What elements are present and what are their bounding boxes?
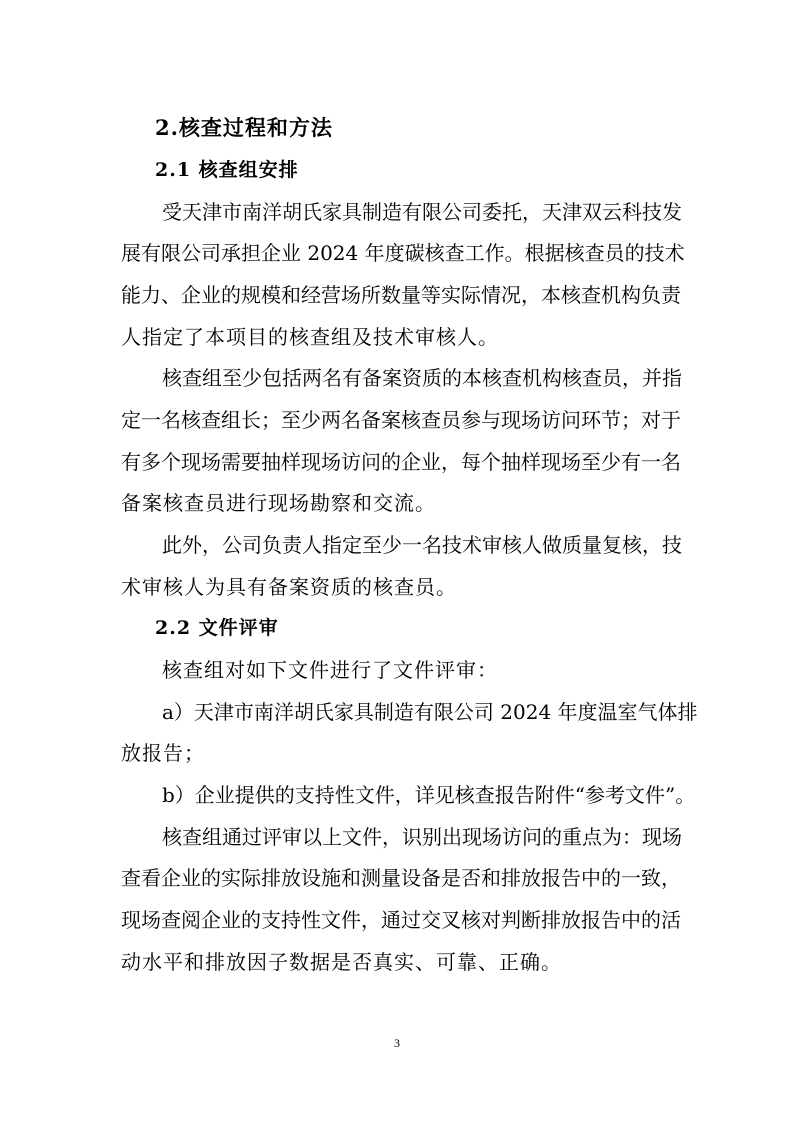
text-line: 有多个现场需要抽样现场访问的企业，每个抽样现场至少有一名 [121, 450, 681, 474]
text-line: 核查组至少包括两名有备案资质的本核查机构核查员，并指 [162, 366, 682, 390]
text-line: 术审核人为具有备案资质的核查员。 [121, 575, 457, 599]
text-line: 此外，公司负责人指定至少一名技术审核人做质量复核，技 [162, 533, 682, 557]
text-line: 核查组对如下文件进行了文件评审： [162, 658, 498, 682]
text-line: 动水平和排放因子数据是否真实、可靠、正确。 [121, 950, 562, 974]
page-number: 3 [394, 1036, 400, 1050]
text-line: 备案核查员进行现场勘察和交流。 [121, 491, 436, 515]
text-line: 定一名核查组长；至少两名备案核查员参与现场访问环节；对于 [121, 408, 681, 432]
section-heading: 2.核查过程和方法 [155, 115, 333, 140]
subsection-heading-2-1: 2.1 核查组安排 [155, 159, 299, 181]
subsection-heading-2-2: 2.2 文件评审 [155, 617, 279, 639]
text-line: 放报告； [121, 741, 205, 765]
text-line: 受天津市南洋胡氏家具制造有限公司委托，天津双云科技发 [162, 200, 682, 224]
text-line: 展有限公司承担企业 2024 年度碳核查工作。根据核查员的技术 [121, 241, 685, 265]
text-line: 现场查阅企业的支持性文件，通过交叉核对判断排放报告中的活 [121, 908, 681, 932]
text-line: 查看企业的实际排放设施和测量设备是否和排放报告中的一致， [121, 866, 681, 890]
text-line: 核查组通过评审以上文件，识别出现场访问的重点为：现场 [162, 825, 682, 849]
text-line: a）天津市南洋胡氏家具制造有限公司 2024 年度温室气体排 [162, 700, 698, 724]
list-item-b: b）企业提供的支持性文件，详见核查报告附件“参考文件”。 [162, 783, 696, 807]
text-line: 人指定了本项目的核查组及技术审核人。 [121, 325, 499, 349]
text-line: 能力、企业的规模和经营场所数量等实际情况，本核查机构负责 [121, 283, 681, 307]
